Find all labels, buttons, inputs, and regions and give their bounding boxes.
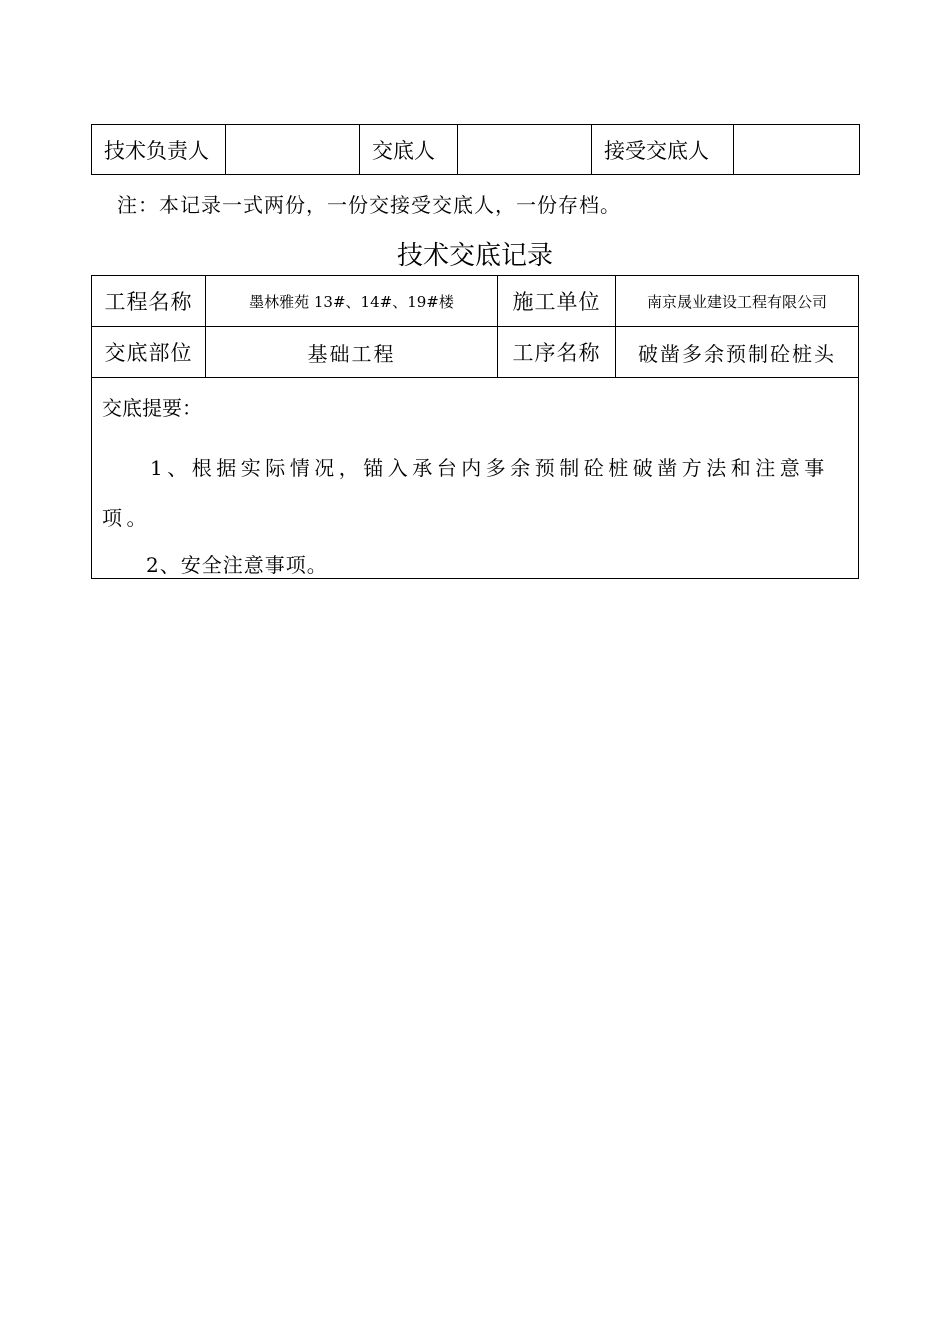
recipient-field <box>734 125 860 175</box>
part-row <box>92 327 858 378</box>
signature-table <box>91 124 860 175</box>
process-label: 工序名称 <box>498 327 616 377</box>
summary-item-2: 2、安全注意事项。 <box>146 553 328 577</box>
record-note: 注：本记录一式两份，一份交接受交底人，一份存档。 <box>117 193 621 217</box>
discloser-label: 交底人 <box>360 125 458 175</box>
summary-section <box>92 378 858 578</box>
recipient-label: 接受交底人 <box>592 125 734 175</box>
part-value: 基础工程 <box>206 327 498 377</box>
contractor-value: 南京晟业建设工程有限公司 <box>646 292 827 311</box>
tech-lead-field <box>226 125 360 175</box>
process-value: 破凿多余预制砼桩头 <box>638 341 836 366</box>
disclosure-record-table <box>91 275 859 579</box>
summary-label: 交底提要： <box>102 396 202 420</box>
contractor-label: 施工单位 <box>498 276 616 326</box>
project-row <box>92 276 858 327</box>
summary-item-1: 1、根据实际情况，锚入承台内多余预制砼桩破凿方法和注意事项。 <box>102 456 829 530</box>
project-name-value: 墨林雅苑 13#、14#、19#楼 <box>206 276 498 326</box>
project-name-label: 工程名称 <box>92 276 206 326</box>
part-label: 交底部位 <box>92 327 206 377</box>
tech-lead-label: 技术负责人 <box>92 125 226 175</box>
page-title: 技术交底记录 <box>396 241 553 271</box>
discloser-field <box>458 125 592 175</box>
signature-row <box>92 125 860 175</box>
